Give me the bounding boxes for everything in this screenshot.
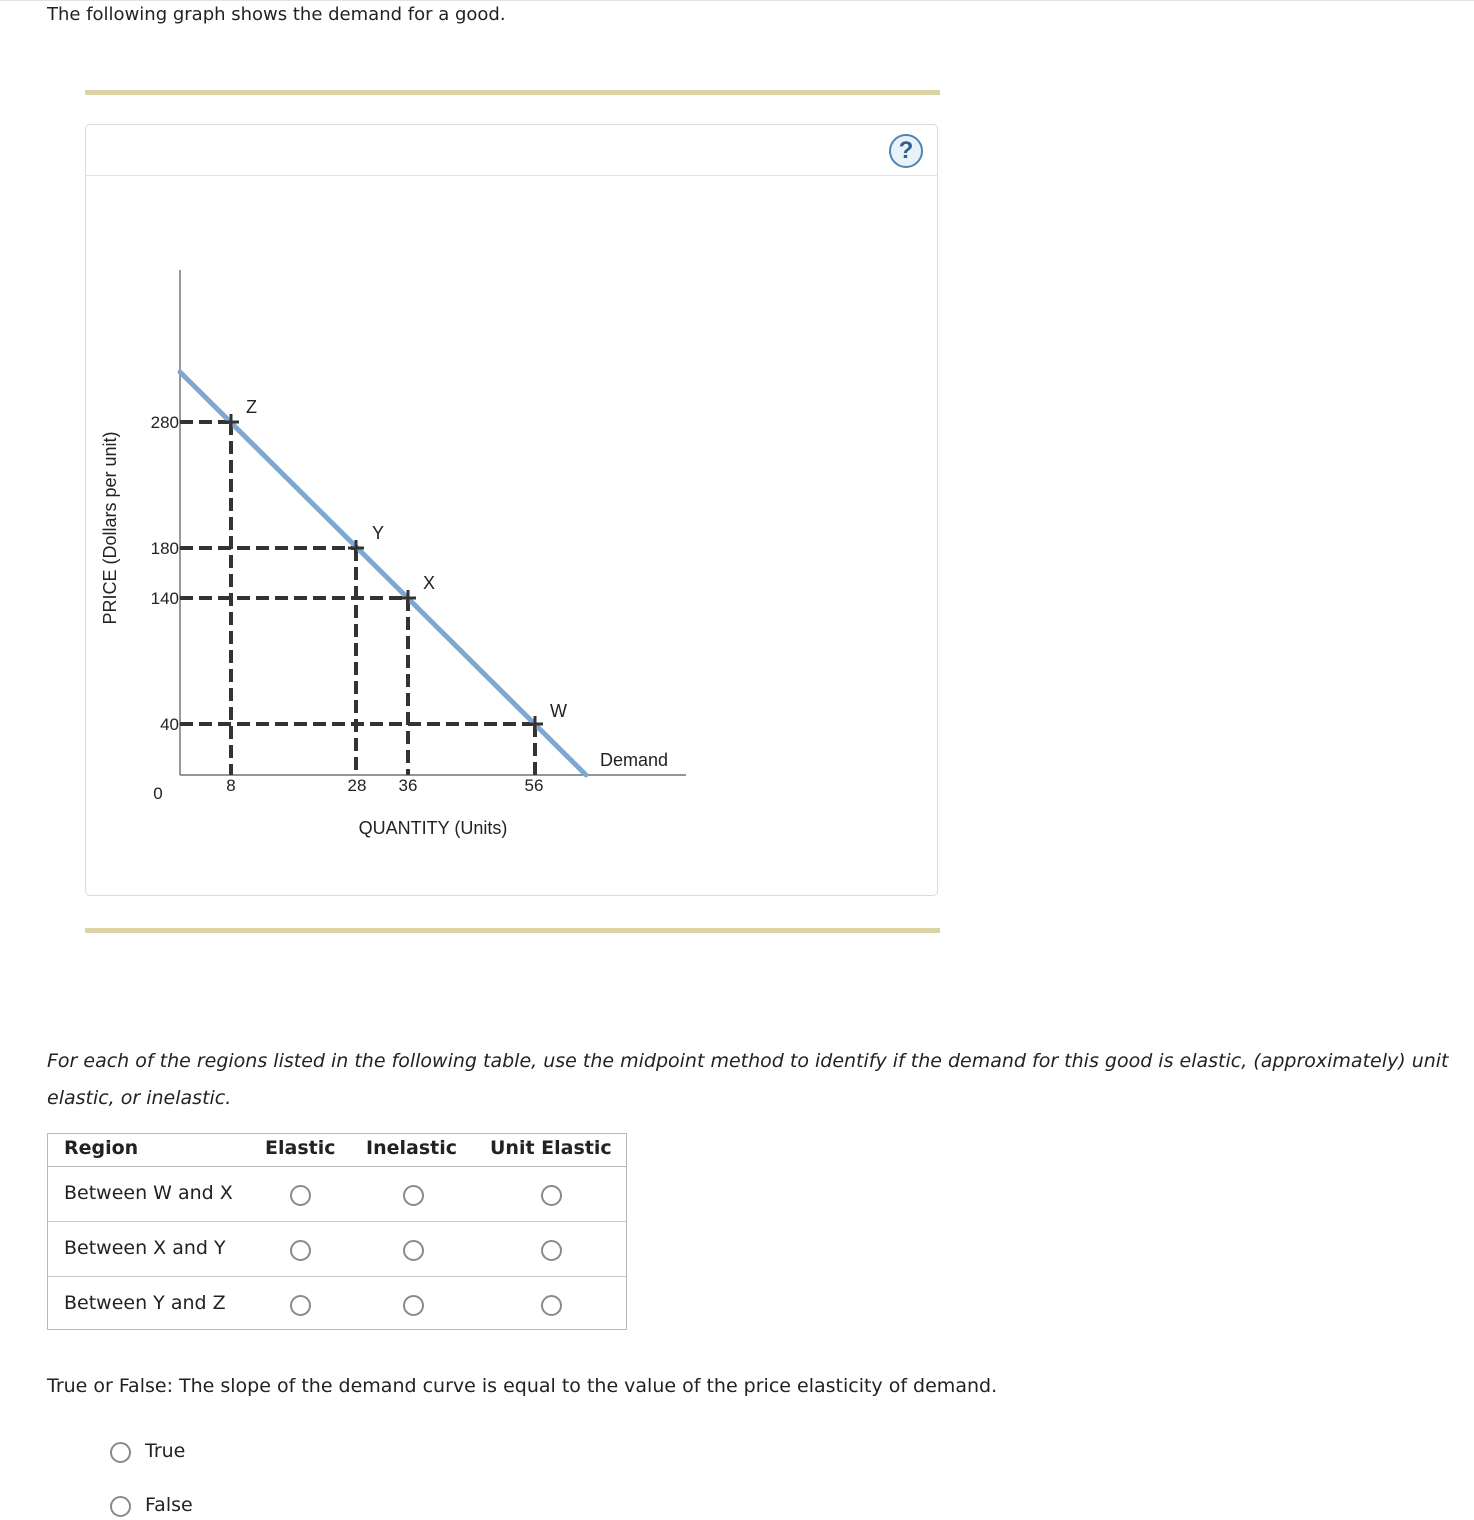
x-tick-28: 28 [347,776,367,795]
radio-y-z-unit-elastic[interactable] [541,1295,562,1316]
option-false-label: False [145,1494,193,1516]
graph-bottom-border [85,928,940,933]
radio-w-x-unit-elastic[interactable] [541,1185,562,1206]
region-label: Between X and Y [64,1237,226,1259]
radio-true[interactable] [110,1442,131,1463]
option-true-label: True [145,1440,186,1462]
y-tick-180: 180 [150,539,179,558]
elasticity-question: For each of the regions listed in the following table, use the midpoint method to identify if the demand for this good is elastic, (approximately) unit elastic, or inelastic. [47,1050,1449,1109]
header-region: Region [64,1137,139,1159]
point-label-y: Y [372,523,385,543]
x-tick-8: 8 [226,776,236,795]
table-row-y-z [48,1277,626,1331]
demand-curve [180,372,586,775]
dashed-guides [180,422,535,775]
radio-false[interactable] [110,1496,131,1517]
point-label-x: X [423,573,436,593]
graph-panel [85,124,938,896]
radio-w-x-elastic[interactable] [290,1185,311,1206]
radio-y-z-inelastic[interactable] [403,1295,424,1316]
header-unit-elastic: Unit Elastic [490,1137,612,1159]
y-tick-140: 140 [150,589,179,608]
x-tick-36: 36 [398,776,418,795]
demand-curve-label: Demand [600,750,669,770]
origin-label: 0 [153,784,163,803]
table-row-w-x [48,1167,626,1222]
help-icon[interactable]: ? [889,134,923,168]
x-axis-title: QUANTITY (Units) [358,818,508,838]
y-tick-40: 40 [160,715,179,734]
radio-x-y-elastic[interactable] [290,1240,311,1261]
y-tick-280: 280 [150,413,179,432]
true-false-question: True or False: The slope of the demand curve is equal to the value of the price elasticity of demand. [47,1375,998,1397]
table-row-x-y [48,1222,626,1277]
graph-top-border [85,90,940,95]
header-inelastic: Inelastic [366,1137,457,1159]
radio-x-y-inelastic[interactable] [403,1240,424,1261]
top-divider [0,0,1474,1]
radio-w-x-inelastic[interactable] [403,1185,424,1206]
elasticity-table [47,1133,627,1330]
point-label-w: W [550,701,567,721]
region-label: Between Y and Z [64,1292,226,1314]
radio-y-z-elastic[interactable] [290,1295,311,1316]
x-tick-56: 56 [524,776,544,795]
intro-text: The following graph shows the demand for a good. [47,4,506,25]
table-header [48,1134,626,1167]
y-axis-title: PRICE (Dollars per unit) [100,431,120,625]
point-label-z: Z [246,397,257,417]
region-label: Between W and X [64,1182,233,1204]
header-elastic: Elastic [265,1137,336,1159]
radio-x-y-unit-elastic[interactable] [541,1240,562,1261]
demand-graph [86,125,937,895]
